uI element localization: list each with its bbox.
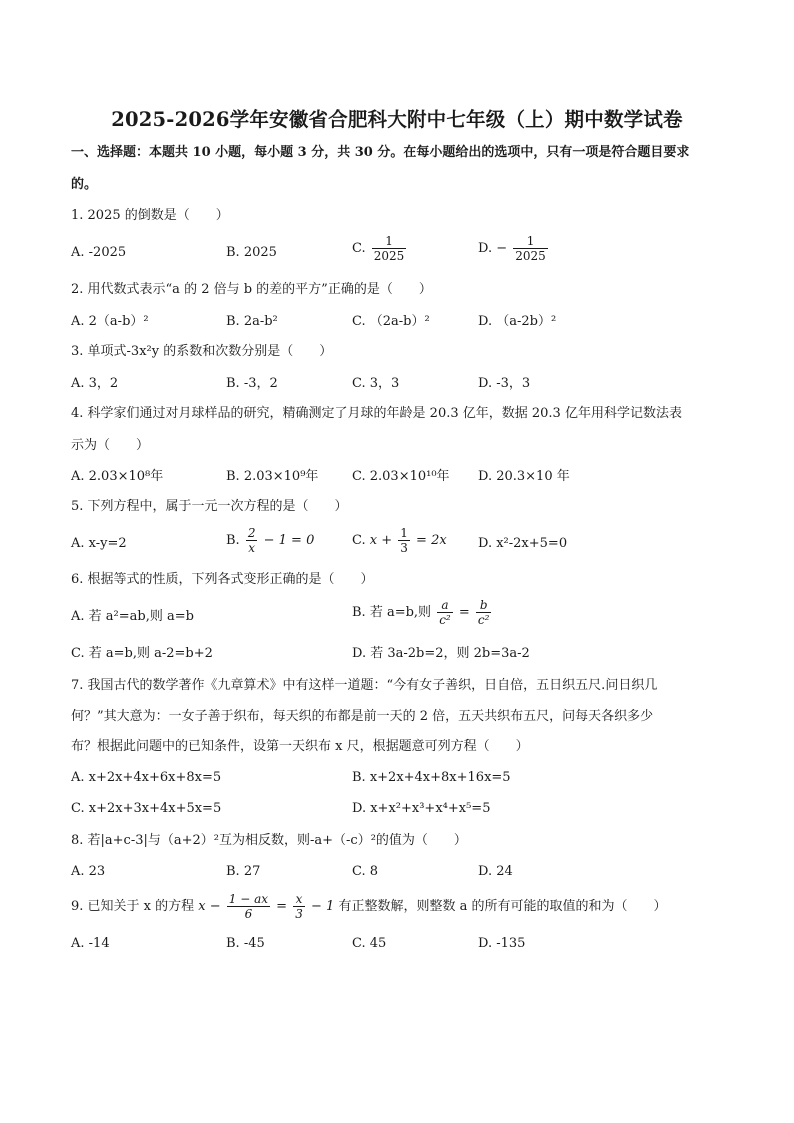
q8-option-c: C. 8 — [352, 864, 379, 879]
fraction-denominator: x — [246, 540, 258, 555]
q9-equation-tail: − 1 — [311, 899, 335, 914]
q3-option-c: C. 3，3 — [352, 376, 400, 391]
fraction-numerator: 1 — [526, 234, 535, 248]
q4-option-d: D. 20.3×10 年 — [478, 469, 570, 484]
fraction-denominator: 2025 — [515, 249, 546, 263]
q9-option-c: C. 45 — [352, 936, 387, 951]
section-header-line2: 的。 — [71, 177, 98, 192]
q5-option-c — [352, 526, 447, 555]
q9-stem — [71, 891, 666, 923]
q1-option-c-fraction — [372, 234, 407, 263]
q9-option-d: D. -135 — [478, 936, 526, 951]
q5-option-b-rest: − 1 = 0 — [263, 533, 315, 548]
q1-option-d-label: D. — [478, 241, 493, 256]
fraction-numerator: 2 — [247, 526, 256, 540]
q9-option-a: A. -14 — [71, 936, 110, 951]
q7-stem-line3: 布？根据此问题中的已知条件，设第一天织布 x 尺，根据题意可列方程（ ） — [71, 739, 529, 754]
q7-option-c: C. x+2x+3x+4x+5x=5 — [71, 801, 222, 816]
q1-option-c-label: C. — [352, 241, 366, 256]
q1-option-a: A. -2025 — [71, 245, 127, 260]
q8-option-d: D. 24 — [478, 864, 513, 879]
q5-option-a: A. x-y=2 — [71, 536, 127, 551]
q9-equation-equals: = — [276, 899, 288, 914]
q1-option-c — [352, 234, 408, 263]
q5-option-c-pre: x + — [369, 533, 393, 548]
q1-option-d — [478, 234, 550, 263]
q9-equation-fraction-left — [227, 892, 270, 921]
q5-option-b-fraction — [246, 526, 258, 555]
q1-stem: 1. 2025 的倒数是（ ） — [71, 208, 229, 223]
q2-option-a: A. 2（a-b）² — [71, 314, 149, 329]
q6-option-b — [352, 598, 493, 627]
q8-option-a: A. 23 — [71, 864, 106, 879]
fraction-denominator: 3 — [295, 907, 303, 921]
q6-option-b-fraction-right — [476, 598, 492, 627]
q7-option-d: D. x+x²+x³+x⁴+x⁵=5 — [352, 801, 491, 816]
q6-option-c: C. 若 a=b,则 a-2=b+2 — [71, 646, 213, 661]
fraction-denominator: 2025 — [373, 249, 405, 263]
q3-option-b: B. -3，2 — [226, 376, 278, 391]
q2-option-b: B. 2a-b² — [226, 314, 278, 329]
fraction-numerator: 1 − ax — [228, 892, 269, 906]
q8-stem: 8. 若|a+c-3|与（a+2）²互为相反数，则-a+（-c）²的值为（ ） — [71, 833, 467, 848]
q6-option-b-fraction-left — [437, 598, 453, 627]
fraction-denominator: c² — [439, 613, 451, 627]
q4-option-b: B. 2.03×10⁹年 — [226, 469, 319, 484]
q1-option-d-fraction — [513, 234, 548, 263]
q3-stem: 3. 单项式-3x²y 的系数和次数分别是（ ） — [71, 344, 333, 359]
q2-option-d: D. （a-2b）² — [478, 314, 557, 329]
q5-option-b — [226, 526, 314, 555]
q5-option-c-fraction — [398, 526, 410, 555]
q9-stem-pre: 9. 已知关于 x 的方程 — [71, 899, 195, 914]
q9-equation-fraction-right — [293, 892, 305, 921]
q5-option-c-rest: = 2x — [416, 533, 447, 548]
q4-option-c: C. 2.03×10¹⁰年 — [352, 469, 450, 484]
fraction-numerator: a — [441, 598, 449, 612]
q9-option-b: B. -45 — [226, 936, 265, 951]
q8-option-b: B. 27 — [226, 864, 261, 879]
q5-option-d: D. x²-2x+5=0 — [478, 536, 568, 551]
q6-option-b-pre: B. 若 a=b,则 — [352, 605, 432, 620]
q5-stem: 5. 下列方程中，属于一元一次方程的是（ ） — [71, 499, 348, 514]
q2-option-c: C. （2a-b）² — [352, 314, 430, 329]
fraction-numerator: x — [295, 892, 303, 906]
q6-option-d: D. 若 3a-2b=2，则 2b=3a-2 — [352, 646, 530, 661]
q7-stem-line2: 何？”其大意为：一女子善于织布，每天织的布都是前一天的 2 倍，五天共织布五尺，问每天各织多少 — [71, 709, 654, 724]
q5-option-c-label: C. — [352, 533, 366, 548]
fraction-numerator: 1 — [385, 234, 393, 248]
q6-option-a: A. 若 a²=ab,则 a=b — [71, 609, 194, 624]
q9-stem-post: 有正整数解，则整数 a 的所有可能的取值的和为（ ） — [338, 899, 667, 914]
q1-option-d-sign: − — [496, 241, 508, 256]
q6-option-b-equals: = — [458, 605, 470, 620]
q6-stem: 6. 根据等式的性质，下列各式变形正确的是（ ） — [71, 572, 374, 587]
q2-stem: 2. 用代数式表示“a 的 2 倍与 b 的差的平方”正确的是（ ） — [71, 282, 432, 297]
page-title: 2025-2026学年安徽省合肥科大附中七年级（上）期中数学试卷 — [111, 108, 683, 131]
fraction-denominator: c² — [477, 613, 490, 627]
fraction-denominator: 6 — [227, 906, 270, 921]
q7-option-a: A. x+2x+4x+6x+8x=5 — [71, 770, 222, 785]
q1-option-b: B. 2025 — [226, 245, 277, 260]
q4-stem-line2: 示为（ ） — [71, 438, 150, 453]
fraction-denominator: 3 — [400, 541, 408, 555]
q4-stem-line1: 4. 科学家们通过对月球样品的研究，精确测定了月球的年龄是 20.3 亿年，数据 20.3 亿年用科学记数法表 — [71, 406, 682, 421]
q3-option-a: A. 3，2 — [71, 376, 119, 391]
fraction-numerator: b — [479, 598, 488, 612]
q3-option-d: D. -3，3 — [478, 376, 531, 391]
section-header-line1: 一、选择题：本题共 10 小题，每小题 3 分，共 30 分。在每小题给出的选项中，只有一项是符合题目要求 — [71, 145, 690, 160]
q5-option-b-label: B. — [226, 533, 240, 548]
fraction-numerator: 1 — [400, 526, 408, 540]
q9-equation-x: x − — [198, 899, 221, 914]
q7-stem-line1: 7. 我国古代的数学著作《九章算术》中有这样一道题：“今有女子善织，日自倍，五日织五尺.问日织几 — [71, 678, 658, 693]
q4-option-a: A. 2.03×10⁸年 — [71, 469, 164, 484]
q7-option-b: B. x+2x+4x+8x+16x=5 — [352, 770, 511, 785]
